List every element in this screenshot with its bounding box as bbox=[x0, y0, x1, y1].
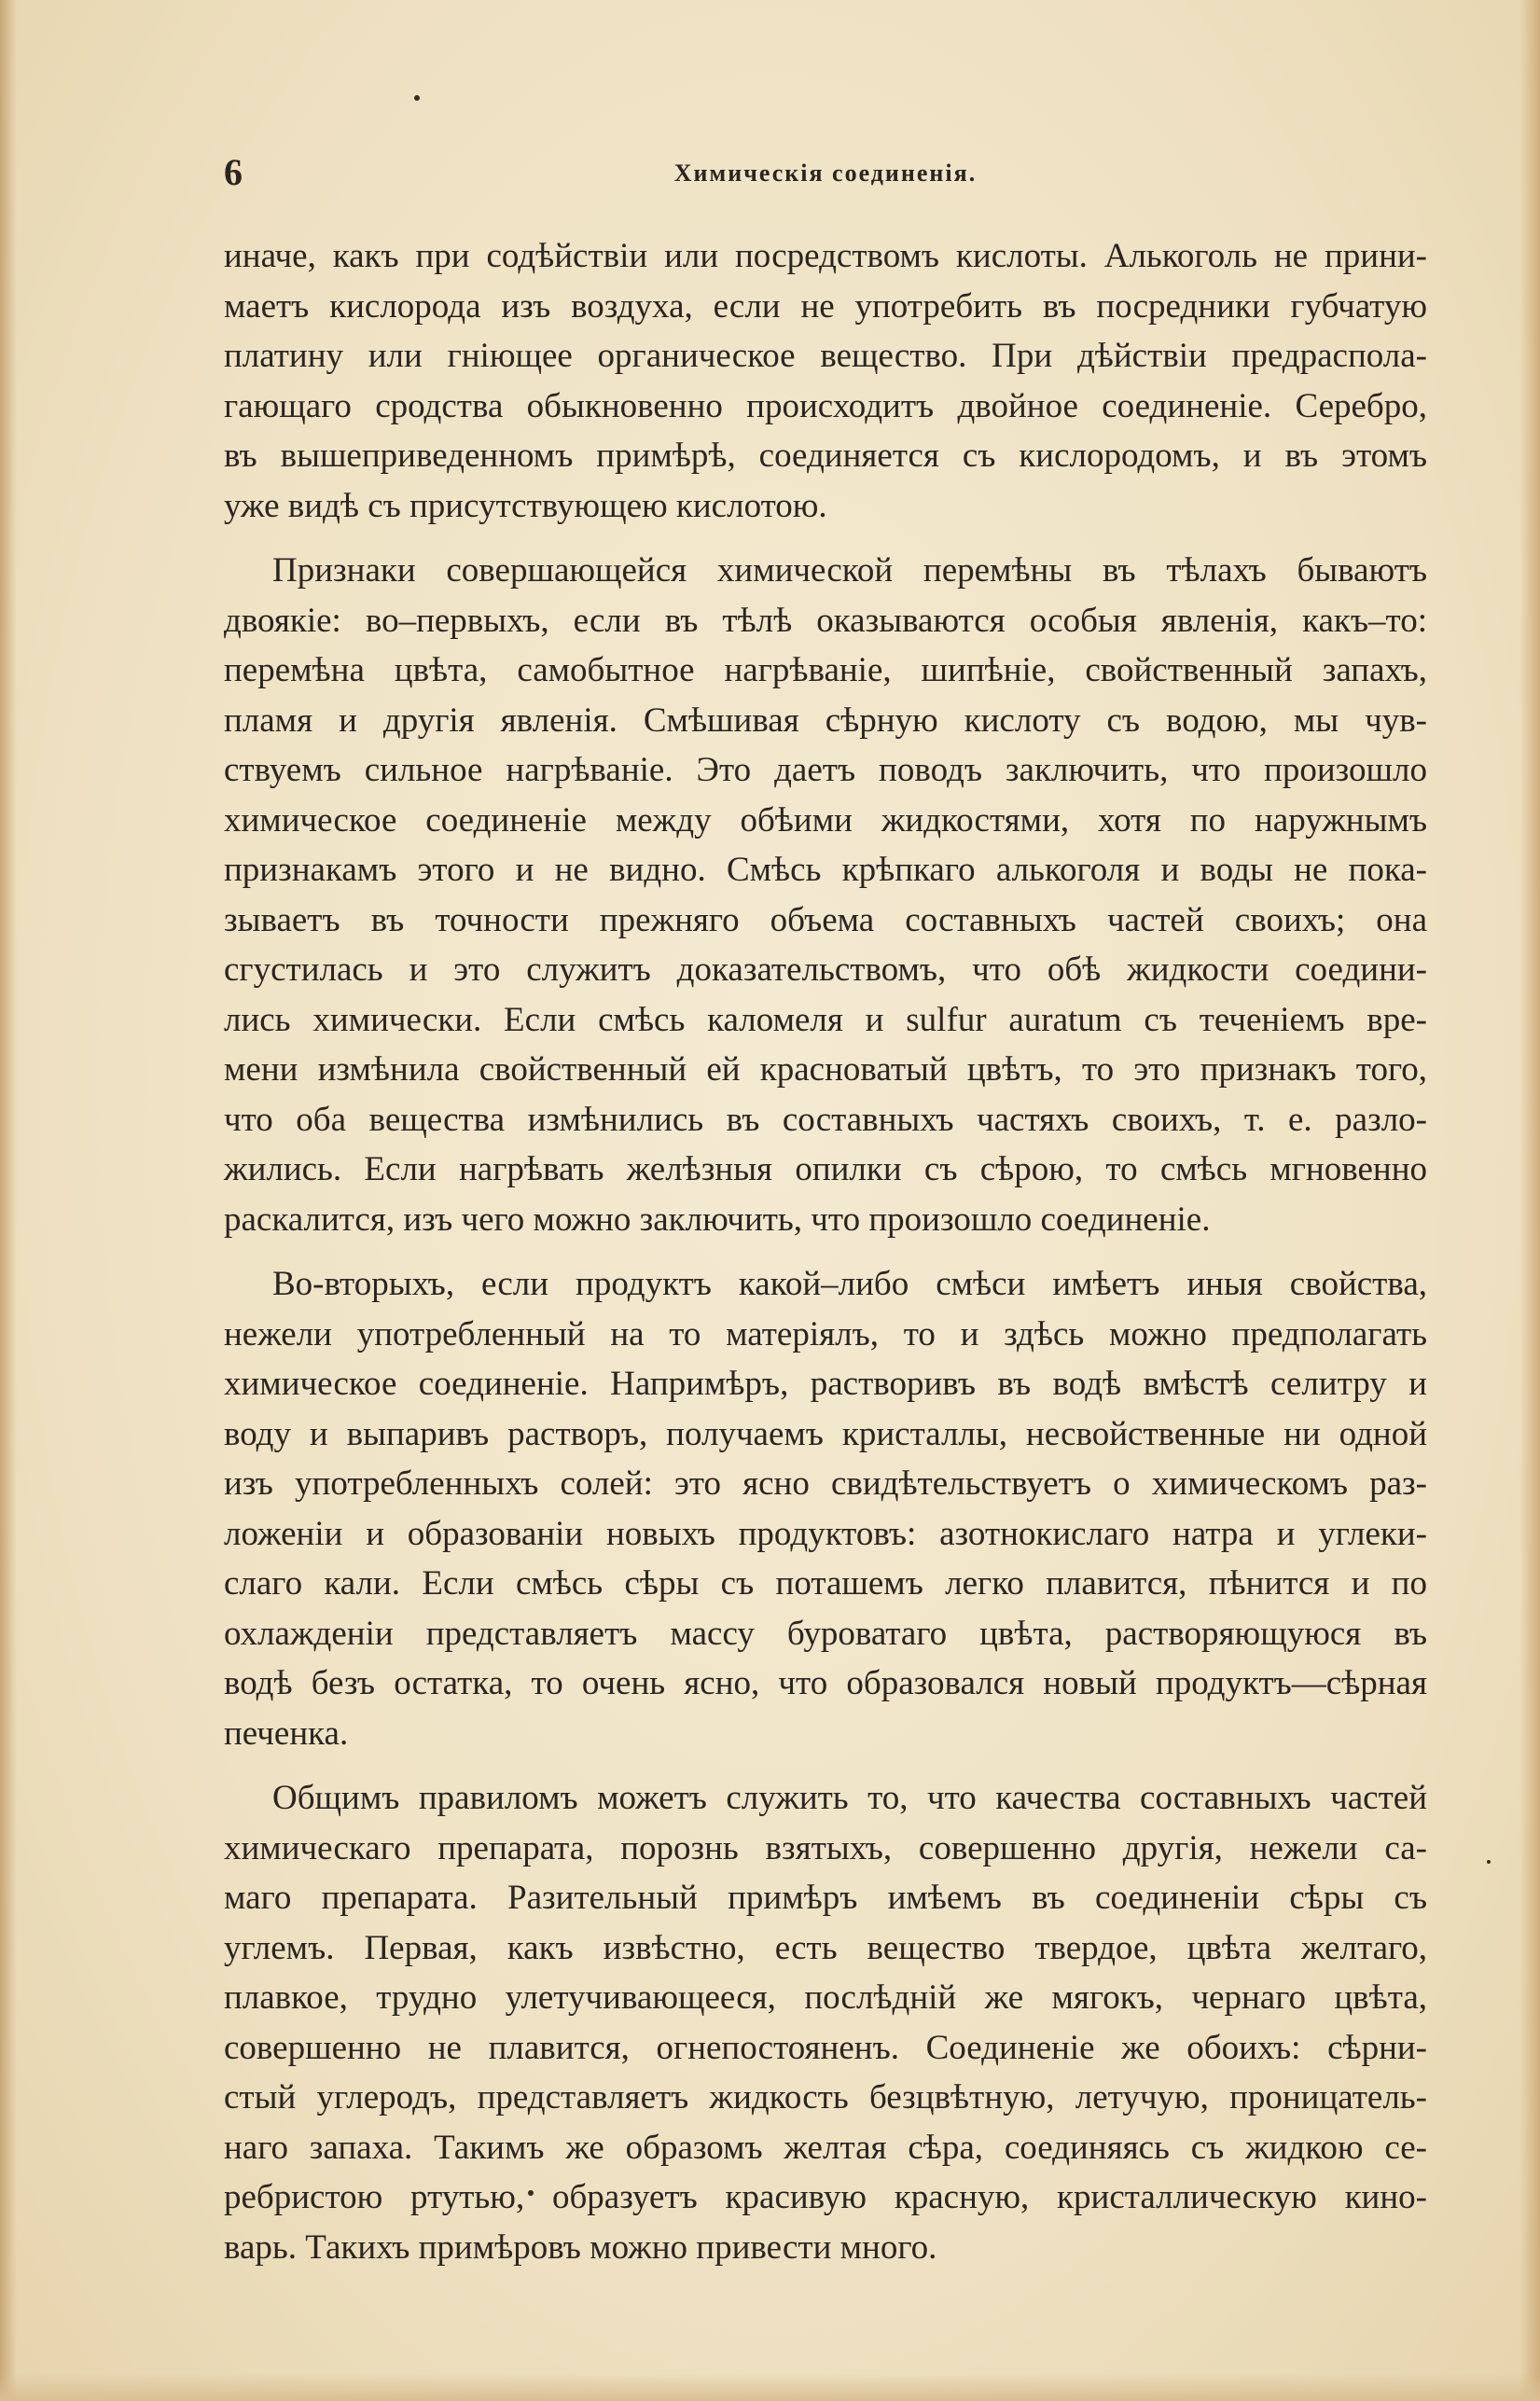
text-line: маетъ кислорода изъ воздуха, если не употребить въ посредники губчатую bbox=[224, 286, 1427, 326]
paragraph bbox=[224, 1773, 1427, 2272]
text-line: охлажденіи представляетъ массу буроватаго цвѣта, растворяющуюся въ bbox=[224, 1614, 1427, 1653]
text-line: сгустилась и это служитъ доказательствомъ, что обѣ жидкости соедини- bbox=[224, 951, 1427, 989]
page-edge-right bbox=[1519, 0, 1540, 2401]
text-line: раскалится, изъ чего можно заключить, что произошло соединеніе. bbox=[224, 1200, 1211, 1239]
text-line: углемъ. Первая, какъ извѣстно, есть вещество твердое, цвѣта желтаго, bbox=[224, 1928, 1427, 1967]
ink-speck bbox=[1487, 1860, 1491, 1864]
text-line: химическое соединеніе. Напримѣръ, растворивъ въ водѣ вмѣстѣ селитру и bbox=[224, 1365, 1427, 1403]
text-line: что оба вещества измѣнились въ составныхъ частяхъ своихъ, т. е. разло- bbox=[224, 1100, 1427, 1139]
text-line: Во-вторыхъ, если продуктъ какой–либо смѣси имѣетъ иныя свойства, bbox=[272, 1265, 1427, 1303]
body-text bbox=[224, 231, 1427, 2287]
text-line: водѣ безъ остатка, то очень ясно, что образовался новый продуктъ—сѣрная bbox=[224, 1664, 1427, 1702]
text-line: печенка. bbox=[224, 1714, 349, 1753]
text-line: нежели употребленный на то матеріялъ, то и здѣсь можно предполагать bbox=[224, 1314, 1427, 1353]
page-edge-left bbox=[0, 0, 17, 2401]
text-line: Общимъ правиломъ можетъ служить то, что качества составныхъ частей bbox=[272, 1779, 1427, 1817]
text-line: мени измѣнила свойственный ей красноватый цвѣтъ, то это признакъ того, bbox=[224, 1050, 1427, 1089]
text-line: ствуемъ сильное нагрѣваніе. Это даетъ поводъ заключить, что произошло bbox=[224, 751, 1427, 789]
text-line: Признаки совершающейся химической перемѣны въ тѣлахъ бываютъ bbox=[272, 551, 1427, 590]
running-title: Химическія соединенія. bbox=[673, 160, 978, 187]
running-head bbox=[224, 149, 1427, 196]
text-line: перемѣна цвѣта, самобытное нагрѣваніе, шипѣніе, свойственный запахъ, bbox=[224, 651, 1427, 689]
text-line: ложеніи и образованіи новыхъ продуктовъ: азотнокислаго натра и углеки- bbox=[224, 1514, 1427, 1553]
text-line: пламя и другія явленія. Смѣшивая сѣрную кислоту съ водою, мы чув- bbox=[224, 701, 1427, 740]
ink-speck bbox=[414, 95, 420, 101]
text-line: жились. Если нагрѣвать желѣзныя опилки съ сѣрою, то смѣсь мгновенно bbox=[224, 1150, 1427, 1188]
text-line: гающаго сродства обыкновенно происходитъ двойное соединеніе. Серебро, bbox=[224, 386, 1427, 425]
text-line: уже видѣ съ присутствующею кислотою. bbox=[224, 486, 827, 525]
page-number: 6 bbox=[224, 151, 243, 193]
text-line: варь. Такихъ примѣровъ можно привести много. bbox=[224, 2228, 937, 2267]
text-line: химическое соединеніе между обѣими жидкостями, хотя по наружнымъ bbox=[224, 800, 1427, 840]
text-line: признакамъ этого и не видно. Смѣсь крѣпкаго алькоголя и воды не пока- bbox=[224, 851, 1427, 889]
text-line: ребристою ртутью, образуетъ красивую красную, кристаллическую кино- bbox=[224, 2178, 1427, 2216]
text-line: лись химически. Если смѣсь каломеля и sulfur auratum съ теченіемъ вре- bbox=[224, 1000, 1427, 1039]
text-line: слаго кали. Если смѣсь сѣры съ поташемъ легко плавится, пѣнится и по bbox=[224, 1564, 1427, 1603]
paragraph bbox=[224, 231, 1427, 531]
text-line: маго препарата. Разительный примѣръ имѣемъ въ соединеніи сѣры съ bbox=[224, 1879, 1427, 1917]
text-line: въ вышеприведенномъ примѣрѣ, соединяется съ кислородомъ, и въ этомъ bbox=[224, 437, 1427, 475]
text-line: двоякіе: во–первыхъ, если въ тѣлѣ оказываются особыя явленія, какъ–то: bbox=[224, 601, 1427, 640]
text-line: стый углеродъ, представляетъ жидкость безцвѣтную, летучую, проницатель- bbox=[224, 2078, 1427, 2116]
page-edge-bottom bbox=[0, 2373, 1540, 2401]
paragraph bbox=[224, 1259, 1427, 1758]
text-line: иначе, какъ при содѣйствіи или посредствомъ кислоты. Алькоголь не прини- bbox=[224, 237, 1427, 275]
text-line: наго запаха. Такимъ же образомъ желтая сѣра, соединяясь съ жидкою се- bbox=[224, 2128, 1427, 2167]
text-line: плавкое, трудно улетучивающееся, послѣдній же мягокъ, чернаго цвѣта, bbox=[224, 1978, 1427, 2017]
text-line: химическаго препарата, порознь взятыхъ, совершенно другія, нежели са- bbox=[224, 1828, 1427, 1867]
text-line: изъ употребленныхъ солей: это ясно свидѣтельствуетъ о химическомъ раз- bbox=[224, 1464, 1427, 1503]
text-line: совершенно не плавится, огнепостояненъ. Соединеніе же обоихъ: сѣрни- bbox=[224, 2028, 1427, 2067]
text-line: воду и выпаривъ растворъ, получаемъ кристаллы, несвойственные ни одной bbox=[224, 1414, 1427, 1453]
text-line: платину или гніющее органическое вещество. При дѣйствіи предраспола- bbox=[224, 337, 1427, 375]
text-line: зываетъ въ точности прежняго объема составныхъ частей своихъ; она bbox=[224, 900, 1427, 939]
paragraph bbox=[224, 546, 1427, 1244]
